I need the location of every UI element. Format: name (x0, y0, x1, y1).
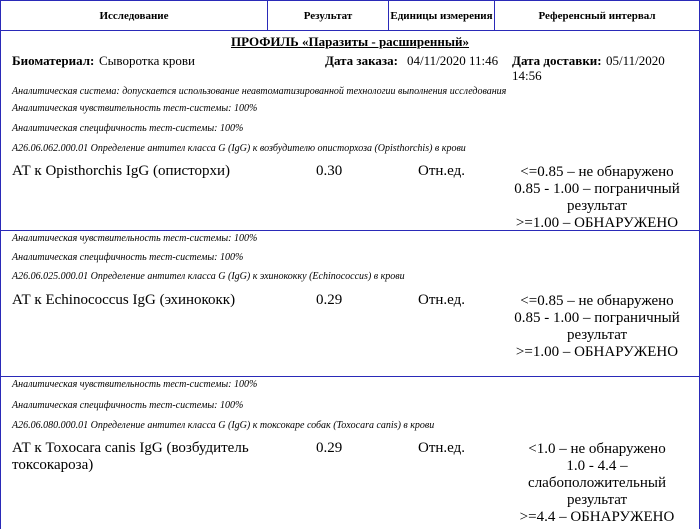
test-code: A26.06.062.000.01 Определение антител класса G (IgG) к возбудителю описторхоза (Opisthorchis) в крови (12, 143, 466, 154)
test-unit: Отн.ед. (418, 292, 466, 308)
biomaterial-value: Сыворотка крови (99, 53, 196, 68)
delivery-date-label: Дата доставки: (512, 53, 602, 68)
test-sensitivity: Аналитическая чувствительность тест-системы: 100% (12, 233, 258, 244)
row-separator (0, 376, 700, 377)
test-name-line: АТ к Toxocara canis IgG (возбудитель (12, 440, 249, 456)
ref-line: 1.0 - 4.4 – (566, 458, 628, 474)
profile-title: ПРОФИЛЬ «Паразиты - расширенный» (230, 34, 470, 49)
ref-line: <=0.85 – не обнаружено (520, 164, 674, 180)
ref-line: <=0.85 – не обнаружено (520, 293, 674, 309)
order-date-value: 04/11/2020 11:46 (407, 53, 499, 68)
test-result: 0.29 (316, 292, 343, 308)
test-result: 0.29 (316, 440, 343, 456)
ref-line: 0.85 - 1.00 – пограничный (514, 181, 680, 197)
header-units: Единицы измерения (388, 0, 495, 31)
test-name: АТ к Opisthorchis IgG (описторхи) (12, 163, 231, 179)
header-result: Результат (267, 0, 389, 31)
ref-line: результат (566, 492, 628, 508)
test-result: 0.30 (316, 163, 343, 179)
test-reference (497, 441, 697, 526)
test-name: АТ к Echinococcus IgG (эхинококк) (12, 292, 236, 308)
test-unit: Отн.ед. (418, 440, 466, 456)
test-specificity: Аналитическая специфичность тест-системы: 100% (12, 252, 244, 263)
biomaterial-label: Биоматериал: (12, 53, 95, 68)
delivery-time-value: 14:56 (512, 68, 542, 83)
ref-line: >=1.00 – ОБНАРУЖЕНО (515, 344, 679, 360)
test-sensitivity: Аналитическая чувствительность тест-системы: 100% (12, 103, 258, 114)
test-sensitivity: Аналитическая чувствительность тест-системы: 100% (12, 379, 258, 390)
order-date-label: Дата заказа: (325, 53, 398, 68)
delivery-date-value: 05/11/2020 (606, 53, 665, 68)
row-separator (0, 230, 700, 231)
test-reference (497, 164, 697, 232)
ref-line: 0.85 - 1.00 – пограничный (514, 310, 680, 326)
ref-line: >=4.4 – ОБНАРУЖЕНО (519, 509, 675, 525)
ref-line: результат (566, 327, 628, 343)
test-specificity: Аналитическая специфичность тест-системы: 100% (12, 123, 244, 134)
analytic-system-note: Аналитическая система: допускается использование неавтоматизированной технологии выполнения исследования (12, 86, 507, 97)
test-reference (497, 293, 697, 361)
header-reference: Референсный интервал (494, 0, 700, 31)
header-investigation: Исследование (0, 0, 268, 31)
ref-line: >=1.00 – ОБНАРУЖЕНО (515, 215, 679, 231)
test-name (12, 440, 249, 474)
ref-line: <1.0 – не обнаружено (528, 441, 666, 457)
test-unit: Отн.ед. (418, 163, 466, 179)
test-code: A26.06.080.000.01 Определение антител класса G (IgG) к токсокаре собак (Toxocara canis) в крови (12, 420, 435, 431)
test-specificity: Аналитическая специфичность тест-системы: 100% (12, 400, 244, 411)
ref-line: слабоположительный (528, 475, 666, 491)
ref-line: результат (566, 198, 628, 214)
test-name-line: токсокароза) (12, 457, 94, 473)
test-code: A26.06.025.000.01 Определение антител класса G (IgG) к эхинококку (Echinococcus) в крови (12, 271, 405, 282)
